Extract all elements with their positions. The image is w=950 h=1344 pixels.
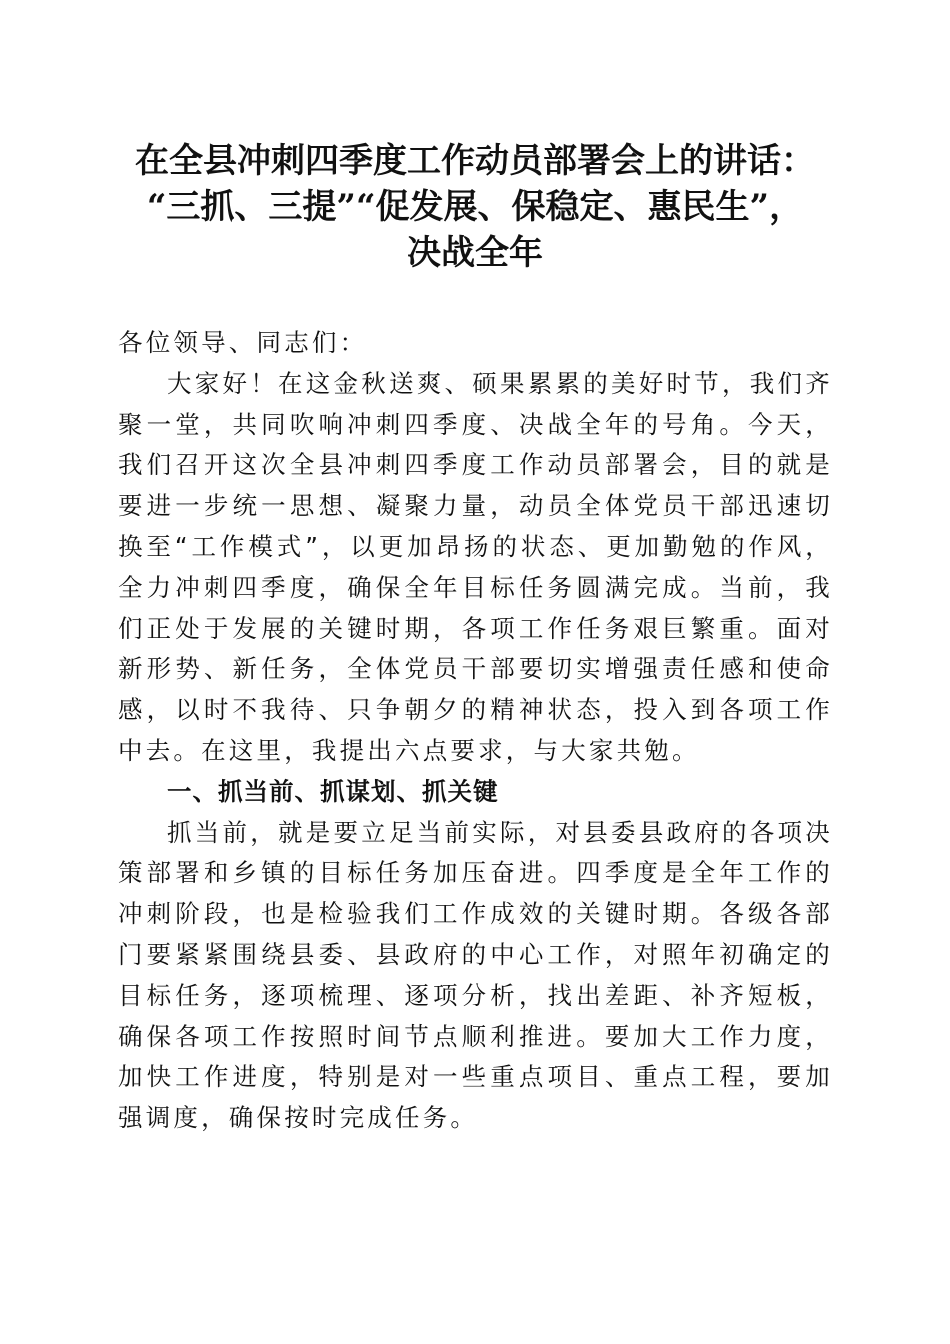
title-line-1: 在全县冲刺四季度工作动员部署会上的讲话： bbox=[135, 141, 815, 181]
document-body bbox=[118, 323, 833, 1139]
title-line-3: 决战全年 bbox=[407, 233, 543, 273]
section-heading-1: 一、抓当前、抓谋划、抓关键 bbox=[167, 776, 499, 806]
title-line-2: “三抓、三提”“促发展、保稳定、惠民生”， bbox=[146, 187, 804, 227]
salutation: 各位领导、同志们： bbox=[118, 328, 368, 357]
paragraph-opening: 大家好！在这金秋送爽、硕果累累的美好时节，我们齐聚一堂，共同吹响冲刺四季度、决战全年的号角。今天，我们召开这次全县冲刺四季度工作动员部署会，目的就是要进一步统一思想、凝聚力量，动员全体党员干部迅速切换至“工作模式”，以更加昂扬的状态、更加勤勉的作风，全力冲刺四季度，确保全年目标任务圆满完成。当前，我们正处于发展的关键时期，各项工作任务艰巨繁重。面对新形势、新任务，全体党员干部要切实增强责任感和使命感，以时不我待、只争朝夕的精神状态，投入到各项工作中去。在这里，我提出六点要求，与大家共勉。 bbox=[118, 368, 833, 765]
document-title bbox=[100, 138, 850, 276]
paragraph-section-1: 抓当前，就是要立足当前实际，对县委县政府的各项决策部署和乡镇的目标任务加压奋进。四季度是全年工作的冲刺阶段，也是检验我们工作成效的关键时期。各级各部门要紧紧围绕县委、县政府的中心工作，对照年初确定的目标任务，逐项梳理、逐项分析，找出差距、补齐短板，确保各项工作按照时间节点顺利推进。要加大工作力度，加快工作进度，特别是对一些重点项目、重点工程，要加强调度，确保按时完成任务。 bbox=[118, 817, 833, 1133]
